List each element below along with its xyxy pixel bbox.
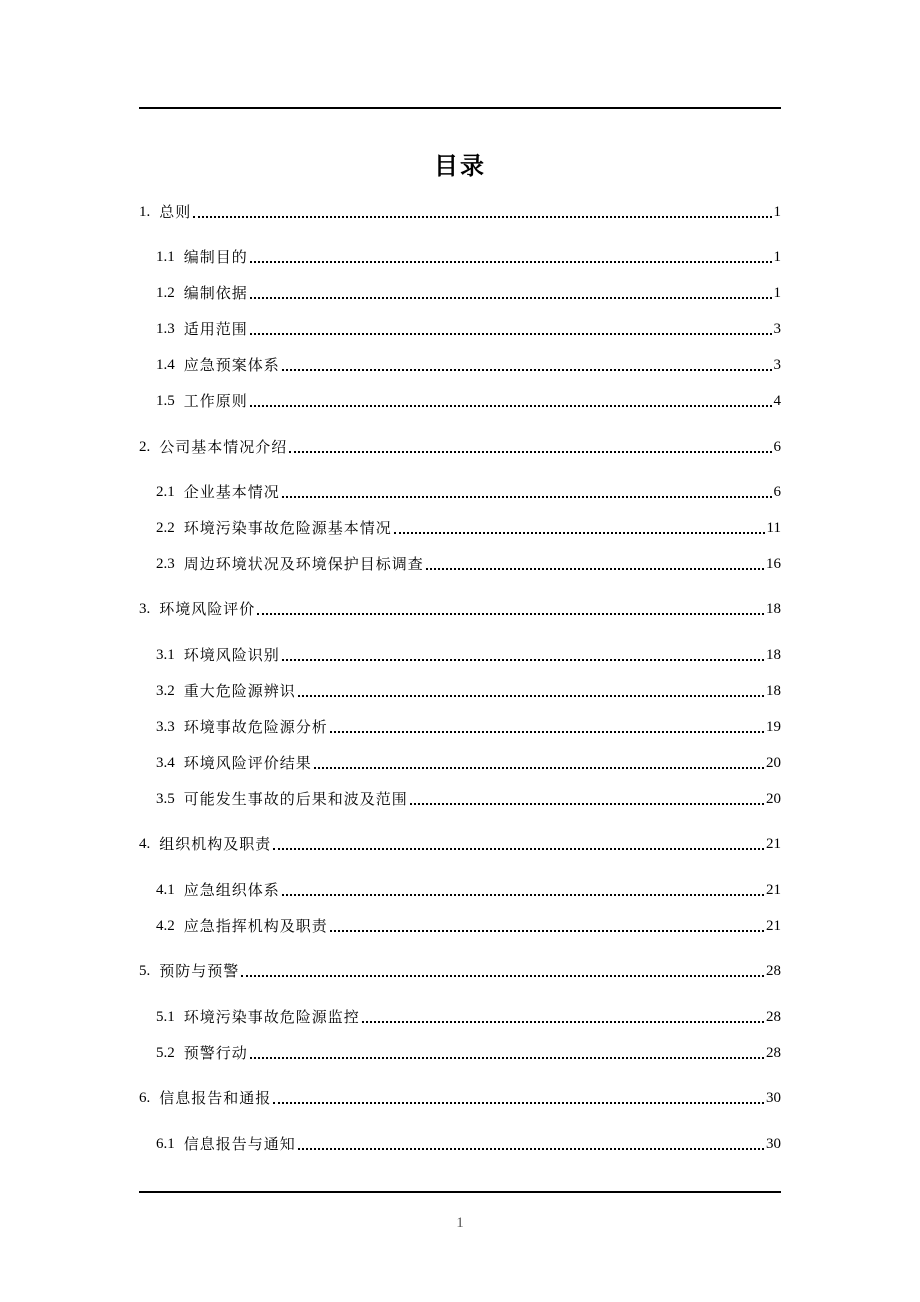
toc-entry-number: 5.1 <box>156 1009 175 1025</box>
toc-entry-title: 环境风险评价结果 <box>183 754 312 772</box>
toc-entry-title: 企业基本情况 <box>183 483 280 501</box>
footer-rule <box>139 1191 781 1193</box>
toc-entry-page: 21 <box>766 836 781 852</box>
toc-entry-page: 3 <box>773 357 781 373</box>
toc-entry-number: 1.4 <box>156 357 175 373</box>
toc-entry-title: 预警行动 <box>183 1044 248 1062</box>
toc-leader-dots <box>250 333 772 335</box>
toc-entry[interactable] <box>156 282 781 304</box>
toc-entry[interactable] <box>156 1133 781 1155</box>
toc-entry[interactable] <box>156 680 781 702</box>
toc-entry-number: 4.2 <box>156 918 175 934</box>
toc-entry-number: 1. <box>139 204 151 220</box>
toc-entry-page: 4 <box>773 393 781 409</box>
toc-entry-page: 21 <box>766 882 781 898</box>
toc-leader-dots <box>273 1102 764 1104</box>
toc-leader-dots <box>282 659 764 661</box>
toc-entry-page: 1 <box>773 204 781 220</box>
toc-entry[interactable] <box>156 644 781 666</box>
toc-leader-dots <box>193 216 771 218</box>
toc-entry-number: 3. <box>139 601 151 617</box>
toc-entry[interactable] <box>139 1087 781 1109</box>
toc-entry-page: 18 <box>766 601 781 617</box>
toc-entry-title: 应急组织体系 <box>183 881 280 899</box>
toc-leader-dots <box>250 1057 764 1059</box>
toc-entry[interactable] <box>156 553 781 575</box>
toc-entry-number: 2.2 <box>156 520 175 536</box>
toc-entry-number: 3.4 <box>156 755 175 771</box>
toc-entry-page: 21 <box>766 918 781 934</box>
toc-entry-title: 总则 <box>159 203 192 221</box>
toc-entry-number: 2. <box>139 439 151 455</box>
toc-entry[interactable] <box>156 1006 781 1028</box>
toc-entry-title: 周边环境状况及环境保护目标调查 <box>183 555 424 573</box>
toc-entry-number: 6. <box>139 1090 151 1106</box>
toc-leader-dots <box>426 568 764 570</box>
toc-entry-title: 重大危险源辨识 <box>183 682 296 700</box>
toc-entry-number: 4. <box>139 836 151 852</box>
toc-entry-page: 30 <box>766 1136 781 1152</box>
toc-entry-title: 适用范围 <box>183 320 248 338</box>
toc-entry-page: 30 <box>766 1090 781 1106</box>
toc-entry[interactable] <box>156 915 781 937</box>
toc-entry-page: 20 <box>766 755 781 771</box>
toc-entry[interactable] <box>156 788 781 810</box>
toc-entry-number: 1.1 <box>156 249 175 265</box>
toc-entry-title: 应急指挥机构及职责 <box>183 917 328 935</box>
toc-entry[interactable] <box>139 833 781 855</box>
toc-entry-page: 28 <box>766 1009 781 1025</box>
toc-entry-page: 20 <box>766 791 781 807</box>
toc-leader-dots <box>362 1021 764 1023</box>
toc-entry-page: 16 <box>766 556 781 572</box>
toc-leader-dots <box>314 767 764 769</box>
toc-entry-number: 3.2 <box>156 683 175 699</box>
toc-entry-title: 工作原则 <box>183 392 248 410</box>
toc-leader-dots <box>282 894 764 896</box>
toc-entry-title: 环境污染事故危险源监控 <box>183 1008 360 1026</box>
toc-leader-dots <box>273 848 764 850</box>
toc-entry[interactable] <box>156 318 781 340</box>
page-title: 目录 <box>434 152 486 180</box>
toc-entry-number: 1.2 <box>156 285 175 301</box>
toc-entry-title: 环境风险评价 <box>159 600 256 618</box>
toc-entry-title: 公司基本情况介绍 <box>159 438 288 456</box>
toc-entry-page: 1 <box>773 285 781 301</box>
toc-entry[interactable] <box>156 1042 781 1064</box>
toc-leader-dots <box>250 297 772 299</box>
toc-entry-title: 预防与预警 <box>159 962 240 980</box>
toc-entry-page: 18 <box>766 683 781 699</box>
toc-entry-page: 1 <box>773 249 781 265</box>
toc-entry[interactable] <box>156 716 781 738</box>
toc-leader-dots <box>289 451 771 453</box>
toc-entry[interactable] <box>156 879 781 901</box>
toc-entry-page: 28 <box>766 1045 781 1061</box>
toc-entry-page: 6 <box>773 439 781 455</box>
toc-leader-dots <box>298 1148 764 1150</box>
toc-entry-page: 3 <box>773 321 781 337</box>
toc-entry[interactable] <box>139 201 781 223</box>
toc-entry[interactable] <box>156 752 781 774</box>
toc-entry-number: 1.3 <box>156 321 175 337</box>
toc-leader-dots <box>241 975 764 977</box>
toc-leader-dots <box>257 613 764 615</box>
toc-entry[interactable] <box>156 390 781 412</box>
toc-entry-title: 可能发生事故的后果和波及范围 <box>183 790 408 808</box>
toc-entry-number: 2.1 <box>156 484 175 500</box>
toc-entry-number: 3.3 <box>156 719 175 735</box>
toc-entry-page: 6 <box>773 484 781 500</box>
toc-entry[interactable] <box>139 598 781 620</box>
toc-leader-dots <box>250 261 772 263</box>
toc-entry-title: 环境事故危险源分析 <box>183 718 328 736</box>
toc-leader-dots <box>250 405 772 407</box>
toc-entry-title: 环境风险识别 <box>183 646 280 664</box>
toc-entry-title: 信息报告和通报 <box>159 1089 272 1107</box>
toc-leader-dots <box>330 731 764 733</box>
toc-leader-dots <box>298 695 764 697</box>
toc-entry[interactable] <box>156 354 781 376</box>
toc-entry-number: 5. <box>139 963 151 979</box>
toc-entry-title: 信息报告与通知 <box>183 1135 296 1153</box>
toc-entry[interactable] <box>156 517 781 539</box>
toc-entry-number: 2.3 <box>156 556 175 572</box>
toc-leader-dots <box>282 369 772 371</box>
toc-entry[interactable] <box>156 481 781 503</box>
toc-entry-number: 4.1 <box>156 882 175 898</box>
toc-entry-number: 5.2 <box>156 1045 175 1061</box>
toc-entry[interactable] <box>156 246 781 268</box>
toc-entry-page: 19 <box>766 719 781 735</box>
toc-entry-number: 6.1 <box>156 1136 175 1152</box>
toc-entry-page: 11 <box>766 520 781 536</box>
toc-leader-dots <box>282 496 772 498</box>
toc-entry-page: 28 <box>766 963 781 979</box>
toc-entry-title: 应急预案体系 <box>183 356 280 374</box>
toc-entry-title: 编制依据 <box>183 284 248 302</box>
toc-leader-dots <box>410 803 764 805</box>
toc-entry-title: 编制目的 <box>183 248 248 266</box>
toc-entry-title: 组织机构及职责 <box>159 835 272 853</box>
toc-leader-dots <box>330 930 764 932</box>
toc-leader-dots <box>394 532 765 534</box>
toc-entry[interactable] <box>139 436 781 458</box>
toc-entry-number: 3.5 <box>156 791 175 807</box>
footer-page-number: 1 <box>456 1215 464 1231</box>
toc-entry[interactable] <box>139 960 781 982</box>
toc-entry-number: 3.1 <box>156 647 175 663</box>
toc-entry-page: 18 <box>766 647 781 663</box>
toc-entry-title: 环境污染事故危险源基本情况 <box>183 519 392 537</box>
toc-entry-number: 1.5 <box>156 393 175 409</box>
